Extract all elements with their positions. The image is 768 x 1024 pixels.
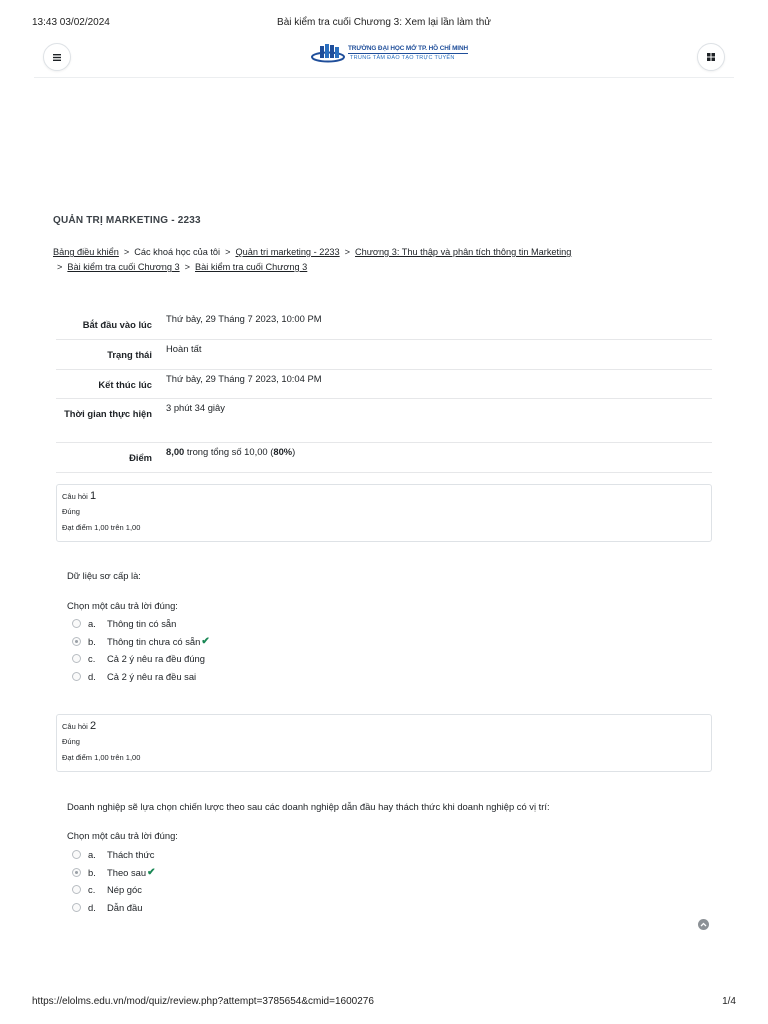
summary-row-state (56, 340, 712, 370)
question-grade: Đạt điểm 1,00 trên 1,00 (62, 753, 141, 762)
summary-value: 3 phút 34 giây (166, 402, 225, 413)
breadcrumb-quiz-link[interactable]: Bài kiểm tra cuối Chương 3 (67, 262, 180, 272)
breadcrumb-section-link[interactable]: Chương 3: Thu thập và phân tích thông tin Marketing (355, 247, 572, 257)
print-footer (32, 996, 736, 1010)
site-logo[interactable] (310, 42, 469, 68)
print-page-title: Bài kiểm tra cuối Chương 3: Xem lại lần làm thử (277, 17, 491, 28)
answer-prompt: Chọn một câu trả lời đúng: (67, 830, 178, 841)
logo-line1: TRƯỜNG ĐẠI HỌC MỞ TP. HỒ CHÍ MINH (348, 45, 469, 52)
chevron-up-icon (700, 922, 707, 927)
radio-button[interactable] (72, 619, 81, 628)
logo-line2: TRUNG TÂM ĐÀO TẠO TRỰC TUYẾN (350, 55, 455, 61)
summary-value: Thứ bảy, 29 Tháng 7 2023, 10:04 PM (166, 373, 322, 384)
question-number: Câu hỏi 1 (62, 490, 97, 502)
breadcrumb-separator: > (184, 262, 191, 272)
answer-letter: b. (88, 866, 96, 878)
grade-score: 8,00 (166, 446, 185, 457)
answer-letter: c. (88, 653, 96, 665)
question-info-box (56, 714, 712, 772)
print-page-number: 1/4 (722, 996, 736, 1007)
answer-text: Dẫn đầu (107, 902, 143, 914)
breadcrumb-review-link[interactable]: Bài kiểm tra cuối Chương 3 (195, 262, 308, 272)
answer-letter: a. (88, 618, 96, 630)
radio-button[interactable] (72, 903, 81, 912)
summary-row-completed (56, 370, 712, 399)
top-navbar (34, 38, 734, 78)
summary-label: Thời gian thực hiện (64, 408, 152, 419)
breadcrumb-my-courses: Các khoá học của tôi (134, 247, 221, 257)
answer-text: Nép góc (107, 884, 142, 896)
breadcrumb (53, 245, 693, 275)
answer-option[interactable] (72, 846, 155, 864)
answer-letter: d. (88, 902, 96, 914)
answer-letter: a. (88, 849, 96, 861)
breadcrumb-separator: > (225, 247, 231, 257)
radio-button[interactable] (72, 654, 81, 663)
grade-close: ) (292, 446, 296, 457)
summary-label: Bắt đầu vào lúc (82, 319, 152, 330)
question-info-box (56, 484, 712, 542)
breadcrumb-separator: > (57, 262, 63, 272)
answer-option[interactable] (72, 668, 210, 686)
answer-option[interactable] (72, 864, 155, 882)
grid-apps-icon (706, 52, 716, 62)
summary-value: Thứ bảy, 29 Tháng 7 2023, 10:00 PM (166, 313, 322, 324)
radio-button-selected[interactable] (72, 637, 81, 646)
breadcrumb-dashboard-link[interactable]: Bảng điều khiển (53, 247, 119, 257)
question-state: Đúng (62, 507, 80, 516)
question-text: Dữ liệu sơ cấp là: (67, 570, 141, 581)
correct-check-icon: ✔ (147, 866, 156, 878)
attempt-summary-table (56, 310, 712, 473)
answer-letter: b. (88, 635, 96, 647)
breadcrumb-course-link[interactable]: Quản trị marketing - 2233 (235, 247, 340, 257)
summary-value: Hoàn tất (166, 343, 202, 354)
question-number: Câu hỏi 2 (62, 720, 97, 732)
answer-list (72, 615, 210, 685)
university-logo-icon (310, 42, 348, 66)
breadcrumb-separator: > (344, 247, 351, 257)
question-text: Doanh nghiệp sẽ lựa chọn chiến lược theo sau các doanh nghiệp dẫn đầu hay thách thức khi doanh nghiệp có vị trí: (67, 801, 550, 812)
course-title: QUẢN TRỊ MARKETING - 2233 (53, 215, 201, 226)
print-url: https://elolms.edu.vn/mod/quiz/review.php?attempt=3785654&cmid=1600276 (32, 996, 374, 1007)
correct-check-icon: ✔ (201, 635, 210, 647)
answer-text: Thách thức (107, 849, 155, 861)
answer-text: Thông tin chưa có sẵn (107, 635, 201, 647)
answer-option[interactable] (72, 650, 210, 668)
summary-row-time-taken (56, 399, 712, 443)
answer-option[interactable] (72, 615, 210, 633)
question-state: Đúng (62, 737, 80, 746)
back-to-top-button[interactable] (698, 919, 709, 930)
answer-letter: d. (88, 671, 96, 683)
answer-prompt: Chọn một câu trả lời đúng: (67, 600, 178, 611)
answer-option[interactable] (72, 881, 155, 899)
question-grade: Đạt điểm 1,00 trên 1,00 (62, 523, 141, 532)
apps-drawer-button[interactable] (697, 43, 725, 71)
radio-button[interactable] (72, 850, 81, 859)
answer-option[interactable] (72, 633, 210, 651)
summary-row-grade (56, 443, 712, 473)
grade-out-of: trong tổng số 10,00 ( (184, 446, 274, 457)
radio-button-selected[interactable] (72, 868, 81, 877)
hamburger-menu-icon (52, 53, 62, 62)
radio-button[interactable] (72, 885, 81, 894)
radio-button[interactable] (72, 672, 81, 681)
answer-text: Theo sau (107, 866, 147, 878)
answer-text: Cả 2 ý nêu ra đều sai (107, 671, 197, 683)
summary-label: Điểm (129, 452, 152, 463)
answer-text: Thông tin có sẵn (107, 618, 177, 630)
breadcrumb-separator: > (123, 247, 130, 257)
print-header (32, 17, 736, 31)
print-datetime: 13:43 03/02/2024 (32, 17, 110, 28)
summary-label: Trạng thái (107, 349, 152, 360)
answer-list (72, 846, 155, 916)
summary-label: Kết thúc lúc (98, 379, 152, 390)
summary-value (160, 443, 712, 472)
menu-toggle-button[interactable] (43, 43, 71, 71)
answer-option[interactable] (72, 899, 155, 917)
answer-text: Cả 2 ý nêu ra đều đúng (107, 653, 205, 665)
answer-letter: c. (88, 884, 96, 896)
grade-percent: 80% (273, 446, 293, 457)
summary-row-started (56, 310, 712, 340)
